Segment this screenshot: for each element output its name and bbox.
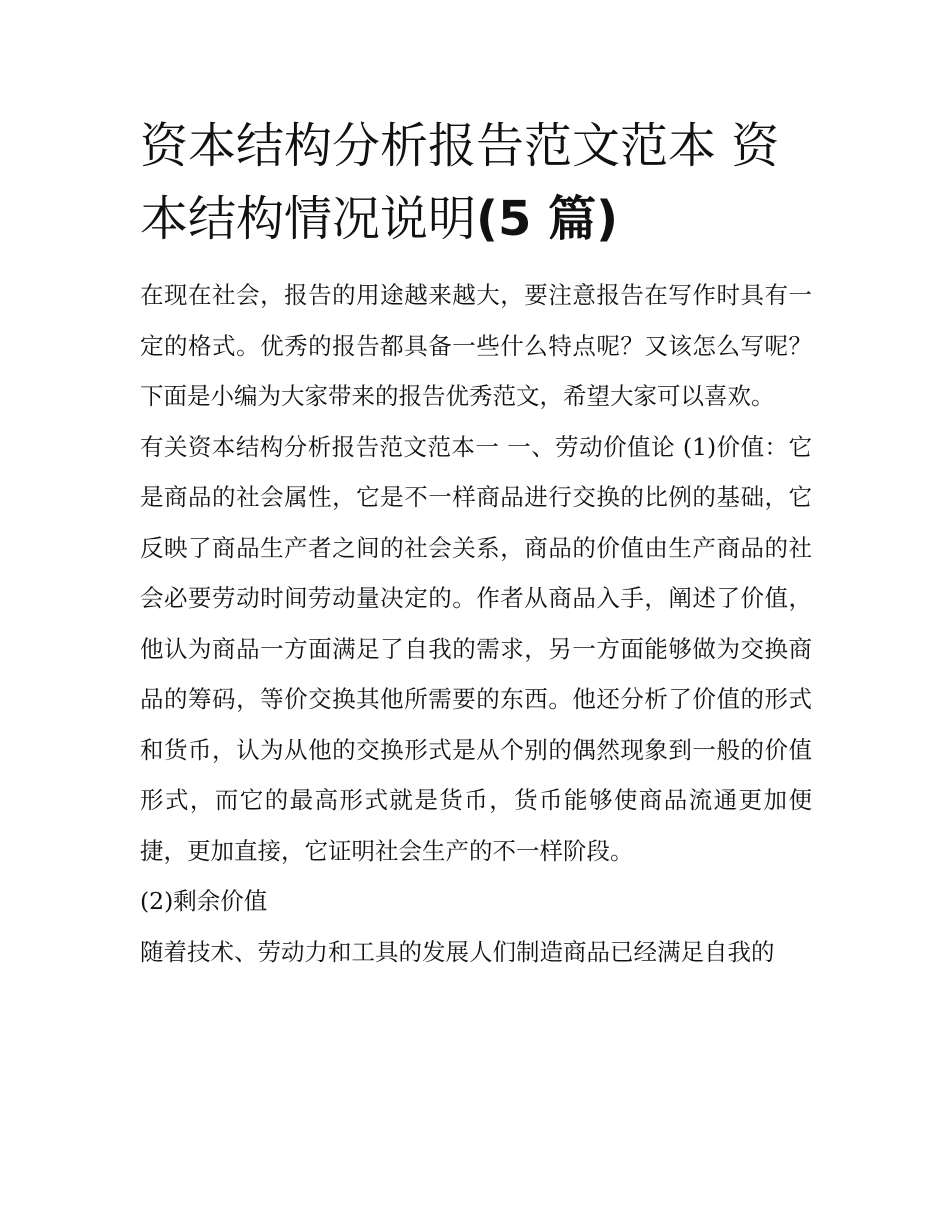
body-paragraph-labor-value: 有关资本结构分析报告范文范本一 一、劳动价值论 (1)价值：它是商品的社会属性，它是不一样商品进行交换的比例的基础，它反映了商品生产者之间的社会关系，商品的价值由生产商品的社会必要劳动时间劳动量决定的。作者从商品入手，阐述了价值，他认为商品一方面满足了自我的需求，另一方面能够做为交换商品的筹码，等价交换其他所需要的东西。他还分析了价值的形式和货币，认为从他的交换形式是从个别的偶然现象到一般的价值形式，而它的最高形式就是货币，货币能够使商品流通更加便捷，更加直接，它证明社会生产的不一样阶段。 [140,432,812,865]
intro-paragraph: 在现在社会，报告的用途越来越大，要注意报告在写作时具有一定的格式。优秀的报告都具备一些什么特点呢？又该怎么写呢？下面是小编为大家带来的报告优秀范文，希望大家可以喜欢。 [140,281,812,410]
document-content [140,110,812,977]
body-paragraph-surplus-value: 随着技术、劳动力和工具的发展人们制造商品已经满足自我的 [140,937,775,966]
section-heading-surplus-value: (2)剩余价值 [140,887,268,915]
title-count: (5 篇) [476,191,619,247]
title-text: 资本结构分析报告范文范本 资本结构情况说明 [140,118,780,247]
document-title [140,110,812,256]
